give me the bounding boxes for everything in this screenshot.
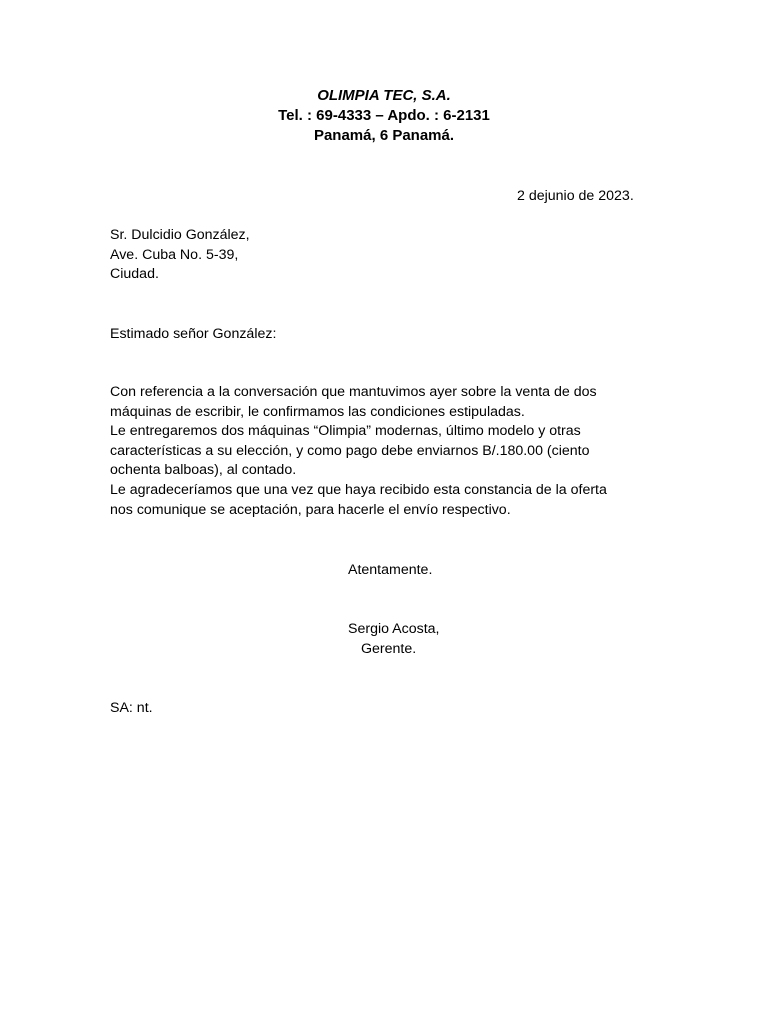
signer-title: Gerente.	[361, 640, 417, 657]
body-line: nos comunique se aceptación, para hacerle el envío respectivo.	[110, 501, 511, 518]
reference-initials: SA: nt.	[110, 700, 153, 716]
recipient-name: Sr. Dulcidio González,	[110, 227, 250, 243]
body-line: ochenta balboas), al contado.	[110, 462, 297, 479]
closing: Atentamente.	[348, 562, 433, 578]
recipient-block	[110, 226, 250, 285]
body-line: características a su elección, y como pago debe enviarnos B/.180.00 (ciento	[110, 442, 590, 459]
signature-block	[348, 620, 439, 659]
recipient-address: Ave. Cuba No. 5-39,	[110, 246, 239, 263]
salutation: Estimado señor González:	[110, 326, 277, 342]
recipient-city: Ciudad.	[110, 266, 159, 283]
company-location: Panamá, 6 Panamá.	[313, 127, 455, 144]
company-contact: Tel. : 69-4333 – Apdo. : 6-2131	[278, 107, 490, 124]
body-line: Le entregaremos dos máquinas “Olimpia” modernas, último modelo y otras	[110, 423, 581, 440]
body-line: máquinas de escribir, le confirmamos las condiciones estipuladas.	[110, 403, 525, 420]
letter-body	[110, 383, 670, 520]
letter-date: 2 dejunio de 2023.	[517, 188, 634, 204]
letterhead	[0, 86, 768, 146]
signer-name: Sergio Acosta,	[348, 621, 440, 637]
company-name: OLIMPIA TEC, S.A.	[317, 87, 451, 104]
body-line: Con referencia a la conversación que mantuvimos ayer sobre la venta de dos	[110, 384, 597, 400]
body-line: Le agradeceríamos que una vez que haya recibido esta constancia de la oferta	[110, 481, 607, 498]
